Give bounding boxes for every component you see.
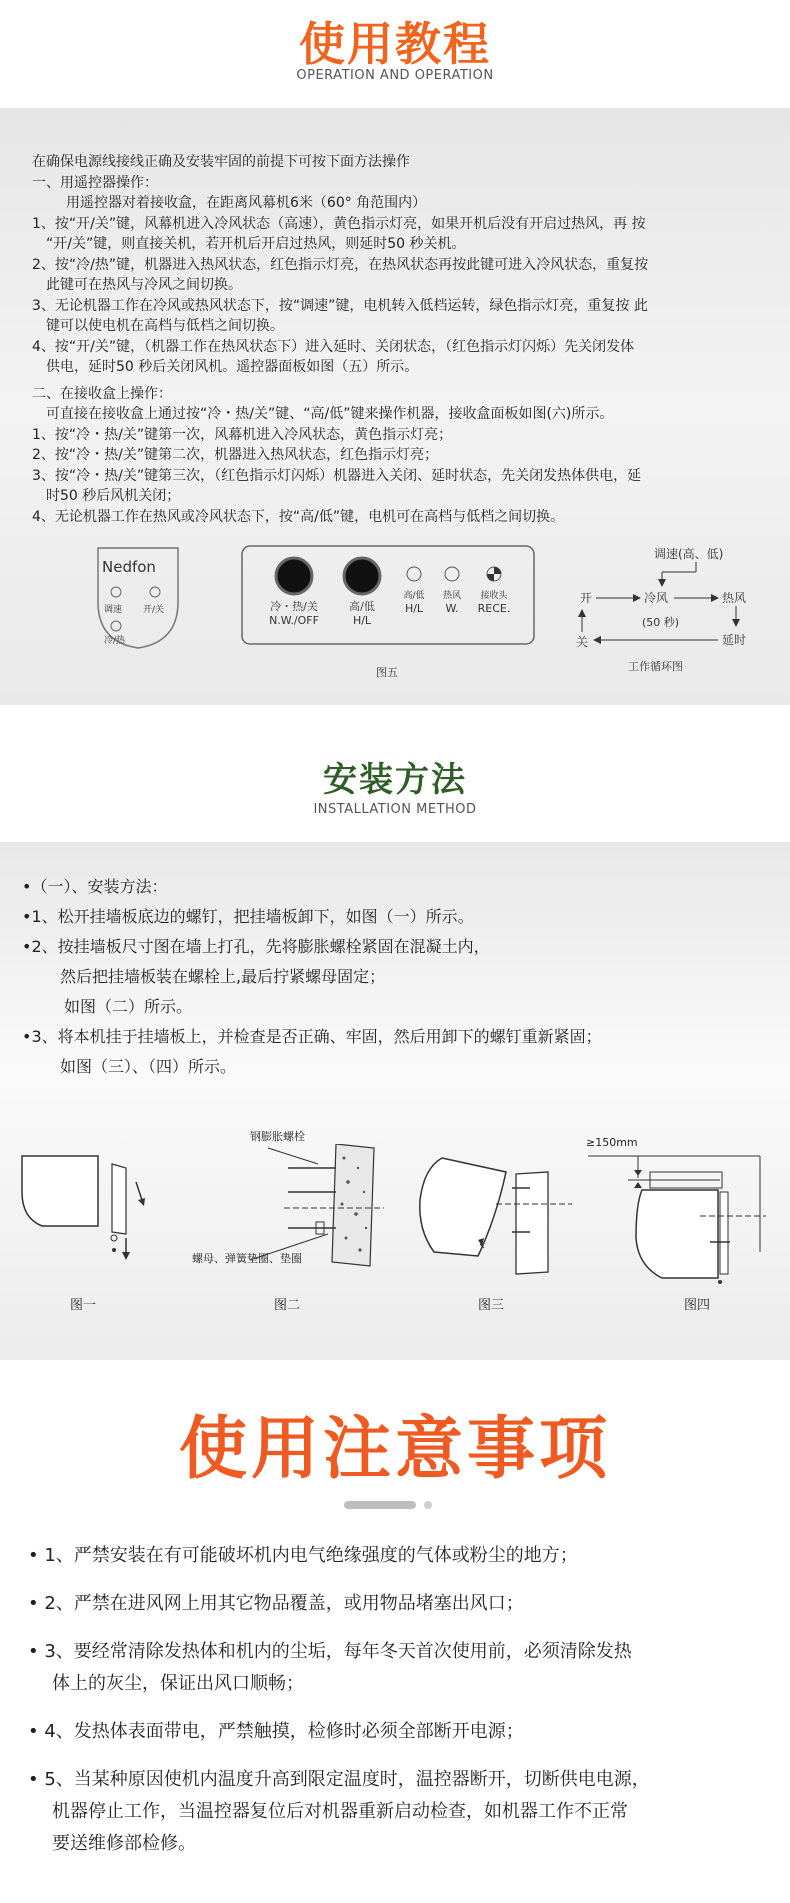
high-low-indicator-icon [407,567,421,581]
figure-4-diagram [580,1142,770,1292]
precaution-line: • 3、要经常清除发热体和机内的尘垢，每年冬天首次使用前，必须清除发热 [28,1641,632,1662]
ind3-en-label: RECE. [477,602,511,615]
instruction-line: 1、按“冷・热/关”键第一次，风幕机进入冷风状态，黄色指示灯亮； [32,426,453,443]
cycle-cold-label: 冷风 [644,591,669,605]
instruction-line: “开/关”键，则直接关机，若开机后开启过热风，则延时50 秒关机。 [46,236,466,252]
btn1-en-label: N.W./OFF [269,614,319,627]
btn1-cn-label: 冷・热/关 [270,600,318,613]
ind1-cn-label: 高/低 [403,591,425,601]
receiver-panel-diagram [238,542,538,648]
precaution-line: 要送维修部检修。 [52,1833,196,1854]
remote-power-label: 开/关 [143,605,165,615]
instruction-line: 2、按“冷・热/关”键第二次，机器进入热风状态，红色指示灯亮； [32,447,439,463]
operation-panel [0,108,790,705]
installation-instructions [22,872,762,1082]
install-line: •1、松开挂墙板底边的螺钉，把挂墙板卸下，如图（一）所示。 [22,907,474,926]
cycle-delay-label: 延时 [722,633,747,647]
figure-4-caption: 图四 [684,1298,711,1313]
clearance-label: ≥150mm [586,1136,638,1149]
section-subtitle-installation: INSTALLATION METHOD [313,802,477,817]
cycle-on-label: 开 [580,591,593,605]
figure-1-diagram [14,1142,164,1262]
remote-control-diagram [90,542,186,654]
precaution-line: • 2、严禁在进风网上用其它物品覆盖，或用物品堵塞出风口； [28,1593,524,1614]
work-cycle-diagram [572,544,772,674]
remote-speed-label: 调速 [104,605,123,615]
precaution-item [28,1636,768,1700]
instruction-line: 4、无论机器工作在热风或冷风状态下，按“高/低”键，电机可在高档与低档之间切换。 [32,508,565,525]
power-button-icon [150,587,160,597]
precaution-item [28,1716,768,1748]
cycle-caption: 工作循环图 [628,660,683,673]
figure-5-caption: 图五 [376,666,398,679]
remote-coldhot-label: 冷/热 [104,636,126,646]
hot-wind-indicator-icon [445,567,459,581]
installation-panel [0,842,790,1360]
ind3-cn-label: 接收头 [480,591,508,601]
instruction-line: 键可以使电机在高档与低档之间切换。 [46,318,284,334]
install-line: •2、按挂墙板尺寸图在墙上打孔，先将膨胀螺栓紧固在混凝土内， [22,937,490,956]
nut-label: 螺母、弹簧垫圈、垫圈 [192,1252,302,1265]
precaution-item [28,1588,768,1620]
install-line: •3、将本机挂于挂墙板上，并检查是否正确、牢固，然后用卸下的螺钉重新紧固； [22,1027,602,1046]
install-line: 如图（二）所示。 [64,997,193,1016]
precaution-line: • 1、严禁安装在有可能破坏机内电气绝缘强度的气体或粉尘的地方； [28,1545,578,1566]
instruction-line: 一、用遥控器操作： [32,174,158,191]
instruction-line: 此键可在热风与冷风之间切换。 [46,277,242,293]
instruction-line: 二、在接收盒上操作： [32,385,172,402]
install-line: 然后把挂墙板装在螺栓上,最后拧紧螺母固定； [60,967,386,986]
instruction-line: 2、按“冷/热”键，机器进入热风状态，红色指示灯亮，在热风状态再按此键可进入冷风状态，重复按 [32,256,649,273]
install-line: •（一）、安装方法： [22,877,168,896]
precautions-list [28,1540,768,1876]
ind2-cn-label: 热风 [442,591,462,601]
cycle-hot-label: 热风 [722,591,747,605]
operation-instructions [32,152,784,527]
ind1-en-label: H/L [404,602,424,615]
precaution-item [28,1540,768,1572]
instruction-line: 在确保电源线接线正确及安装牢固的前提下可按下面方法操作 [32,154,410,170]
btn2-en-label: H/L [352,614,372,627]
instruction-line: 3、按“冷・热/关”键第三次，（红色指示灯闪烁）机器进入关闭、延时状态，先关闭发热体供电，延 [32,467,642,484]
cycle-delay-time-label: (50 秒) [642,616,680,629]
section-title-installation: 安装方法 [323,760,467,800]
section-title-usage: 使用教程 [299,17,491,71]
figure-3-diagram [412,1148,572,1278]
coldhot-off-button-icon [276,558,312,594]
precaution-line: 体上的灰尘，保证出风口顺畅； [52,1673,304,1694]
coldhot-button-icon [111,621,121,631]
install-line: 如图（三）、（四）所示。 [60,1057,237,1076]
speed-button-icon [111,587,121,597]
instruction-line: 可直接在接收盒上通过按“冷・热/关”键、“高/低”键来操作机器，接收盒面板如图(六)所示。 [46,406,614,422]
precaution-line: • 5、当某种原因使机内温度升高到限定温度时，温控器断开，切断供电电源， [28,1769,650,1790]
remote-brand: Nedfon [102,558,156,576]
carousel-active-indicator [344,1501,416,1509]
instruction-line: 供电，延时50 秒后关闭风机。遥控器面板如图（五）所示。 [46,359,419,375]
figure-2-caption: 图二 [274,1298,301,1313]
figure-1-caption: 图一 [70,1298,97,1313]
section-title-precautions: 使用注意事项 [178,1410,611,1489]
instruction-line: 1、按“开/关”键，风幕机进入冷风状态（高速），黄色指示灯亮，如果开机后没有开启过热风，再 按 [32,215,646,232]
instruction-line: 时50 秒后风机关闭； [46,488,181,504]
precaution-line: 机器停止工作，当温控器复位后对机器重新启动检查，如机器工作不正常 [52,1801,628,1822]
precaution-item [28,1764,768,1860]
high-low-button-icon [344,558,380,594]
precaution-line: • 4、发热体表面带电，严禁触摸，检修时必须全部断开电源； [28,1721,524,1742]
figure-3-caption: 图三 [478,1298,505,1313]
instruction-line: 3、无论机器工作在冷风或热风状态下，按“调速”键，电机转入低档运转，绿色指示灯亮，重复按 此 [32,297,648,314]
bolt-label: 钢膨胀螺栓 [250,1130,305,1143]
instruction-line: 4、按“开/关”键，（机器工作在热风状态下）进入延时、关闭状态，（红色指示灯闪烁）先关闭发体 [32,338,635,355]
ind2-en-label: W. [445,602,459,615]
cycle-off-label: 关 [576,635,589,649]
btn2-cn-label: 高/低 [349,600,375,613]
section-subtitle-usage: OPERATION AND OPERATION [296,68,494,83]
cycle-speed-label: 调速(高、低) [654,547,724,561]
instruction-line: 用遥控器对着接收盒，在距离风幕机6米（60° 角范围内） [66,195,427,211]
carousel-dot-indicator [424,1501,432,1509]
